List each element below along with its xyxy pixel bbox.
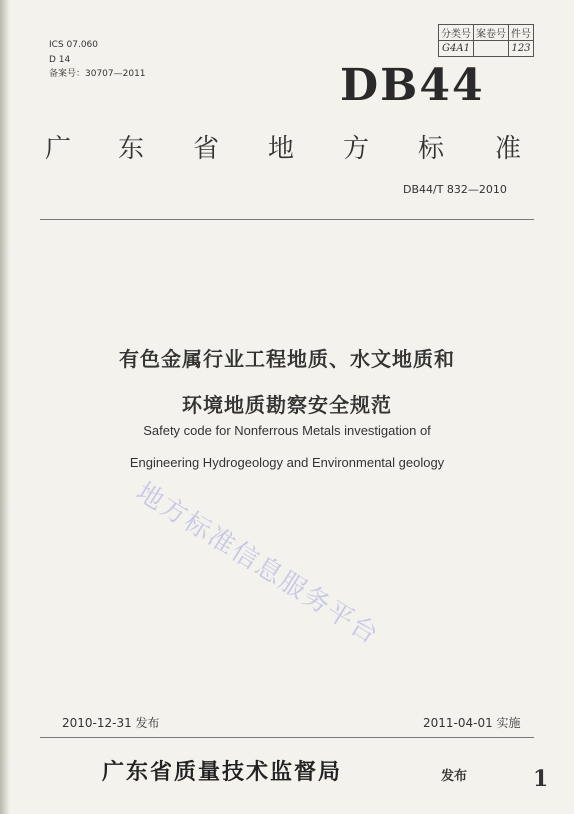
stamp-header-file: 案卷号: [474, 25, 509, 41]
implementation-date: 2011-04-01 实施: [423, 716, 521, 730]
stamp-header-row: [439, 25, 534, 41]
header-divider: [40, 219, 534, 220]
header-char: 方: [343, 134, 370, 164]
header-char: 地: [268, 134, 295, 164]
archive-stamp: [438, 24, 534, 57]
issuing-authority: 广东省质量技术监督局: [102, 759, 343, 785]
stamp-value-item: 123: [509, 41, 534, 57]
title-cn-line2: 环境地质勘察安全规范: [182, 393, 392, 417]
stamp-value-file: [474, 41, 509, 57]
standard-code-large: DB44: [340, 60, 485, 111]
category-code: D 14: [49, 55, 71, 65]
title-cn-line1: 有色金属行业工程地质、水文地质和: [119, 347, 455, 371]
footer-divider: [40, 737, 534, 738]
stamp-value-row: [439, 41, 534, 57]
stamp-header-category: 分类号: [439, 25, 474, 41]
header-char: 标: [418, 134, 445, 164]
filing-number: 备案号：30707—2011: [49, 69, 146, 79]
header-char: 东: [118, 134, 145, 164]
ics-code: ICS 07.060: [49, 40, 99, 50]
stamp-header-item: 件号: [509, 25, 534, 41]
title-en-line2: Engineering Hydrogeology and Environmental geology: [129, 455, 445, 470]
page-number: 1: [533, 766, 549, 792]
standard-number: DB44/T 832—2010: [403, 183, 507, 196]
header-char: 广: [45, 134, 72, 164]
title-en-line1: Safety code for Nonferrous Metals investigation of: [143, 423, 431, 438]
header-char: 准: [495, 134, 522, 164]
publish-label: 发布: [441, 769, 468, 784]
watermark: 地方标准信息服务平台: [130, 477, 385, 651]
stamp-value-category: G4A1: [439, 41, 474, 57]
header-char: 省: [193, 134, 220, 164]
issue-date: 2010-12-31 发布: [62, 716, 160, 730]
